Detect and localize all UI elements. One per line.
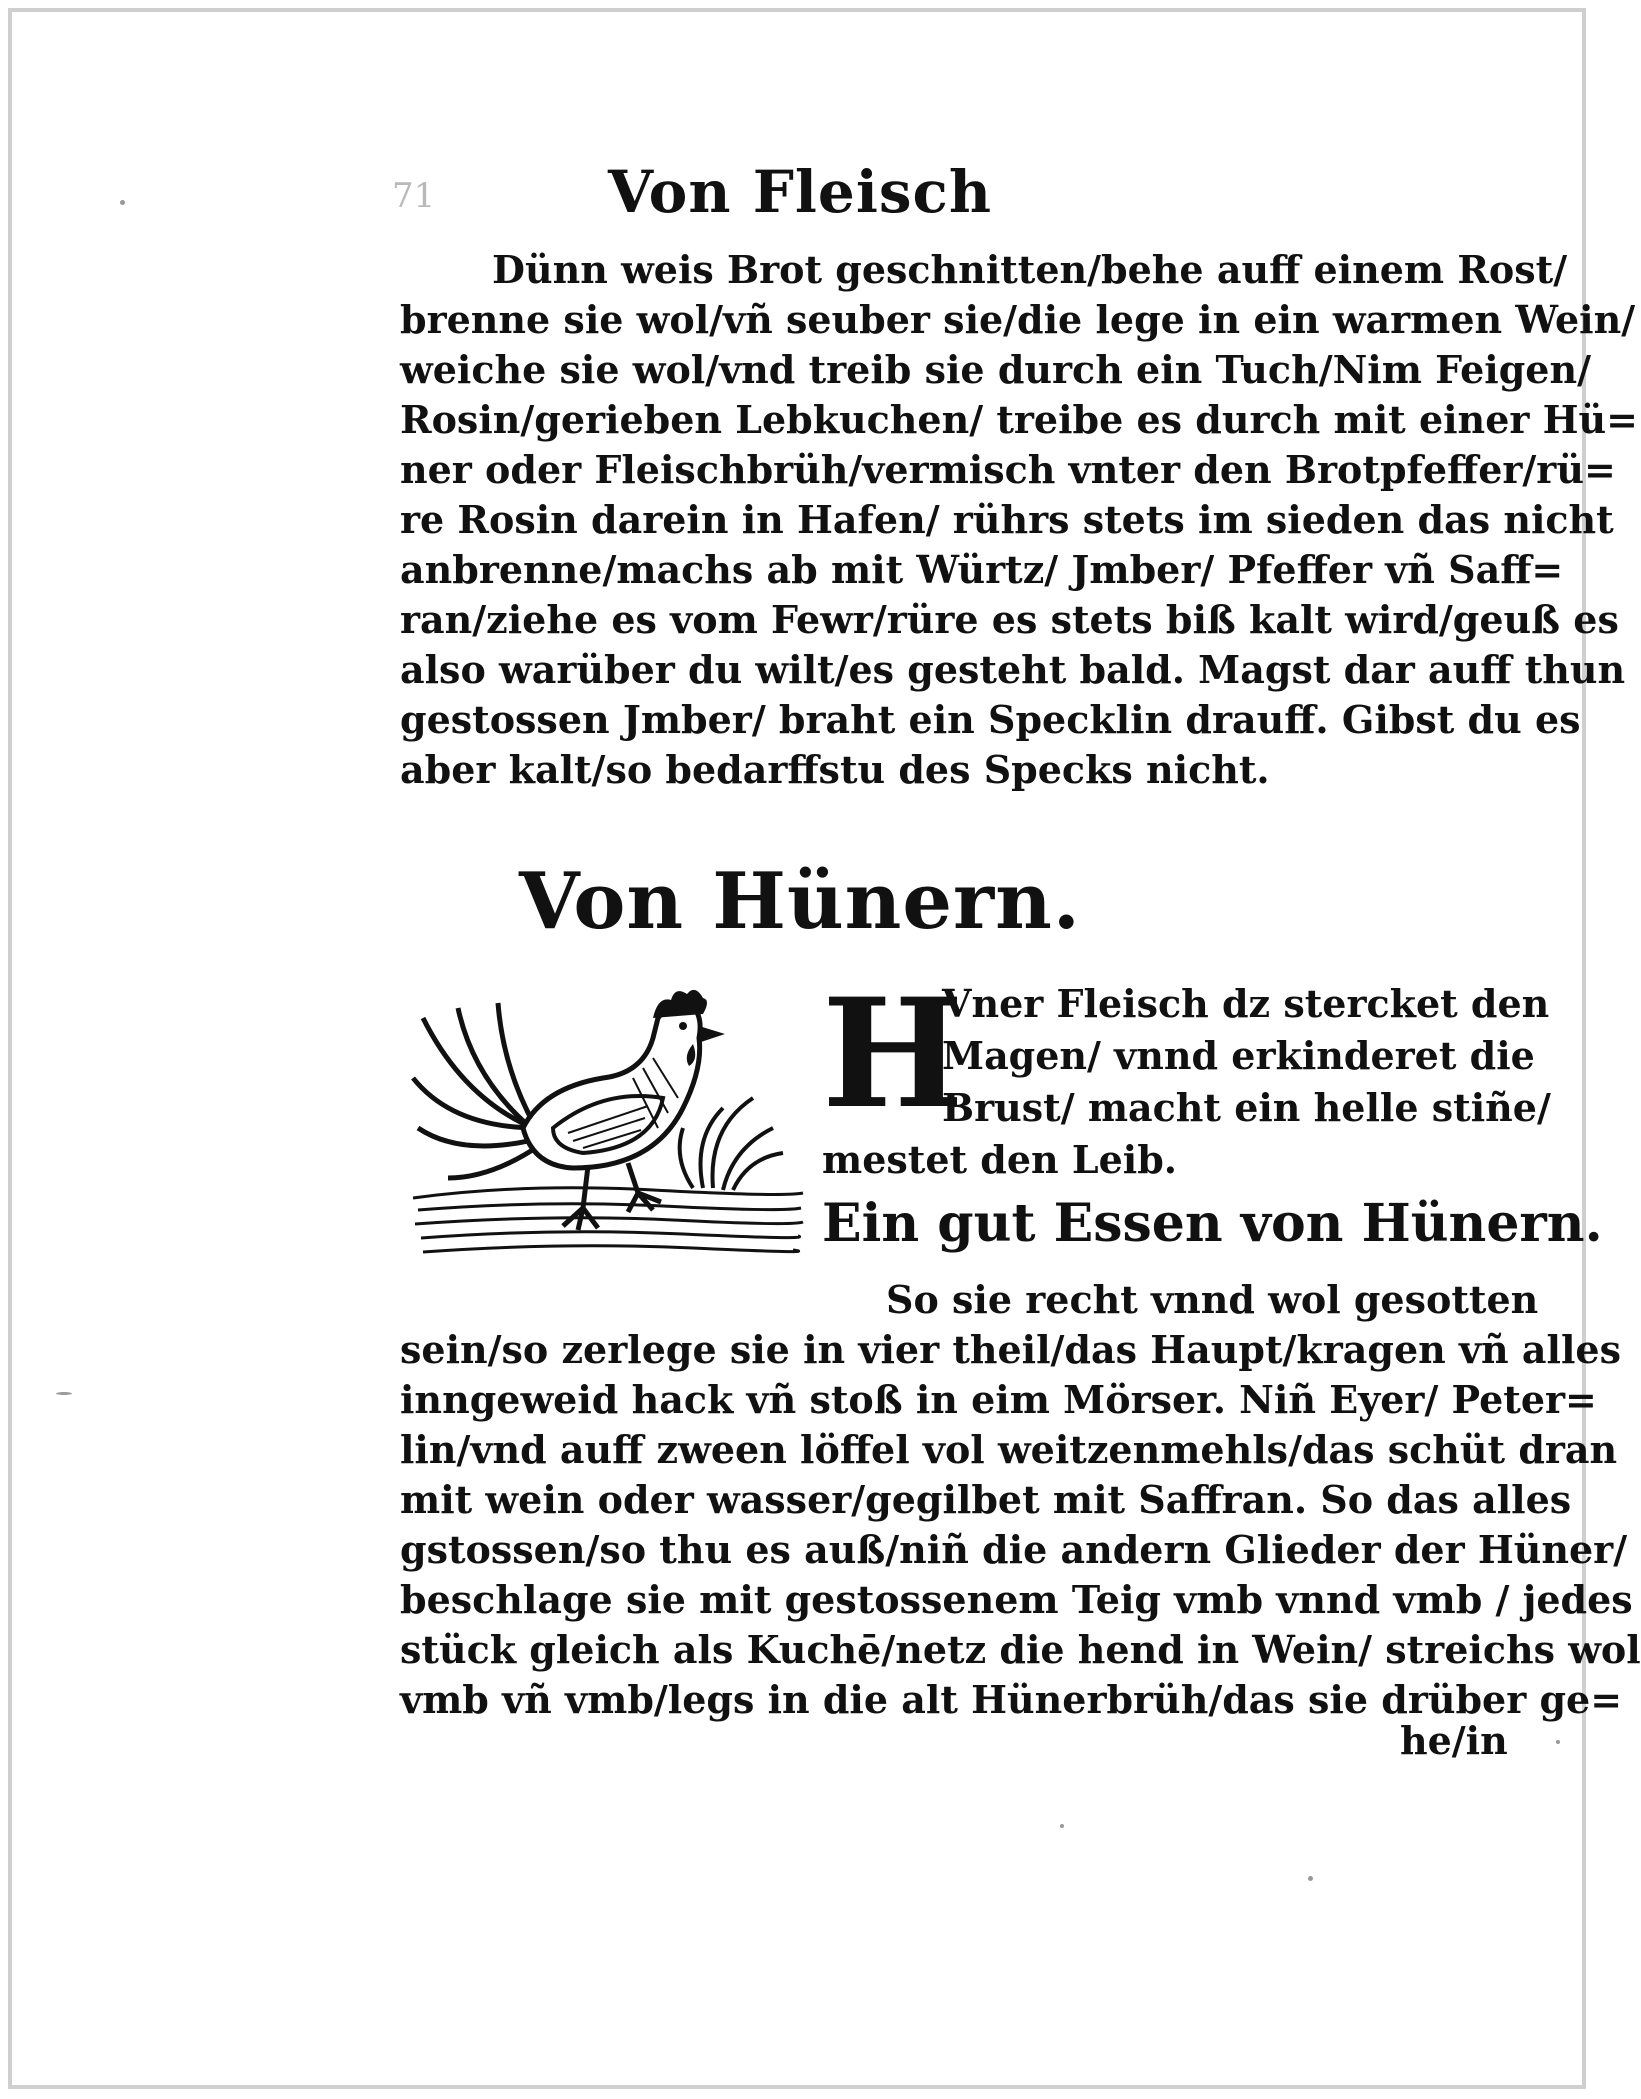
text-line: gestossen Jmber/ braht ein Specklin drauff. Gibst du es [400,697,1581,742]
page-number: 71 [392,176,436,216]
text-line: anbrenne/machs ab mit Würtz/ Jmber/ Pfeffer vñ Saff= [400,547,1564,592]
catchword: he/in [1400,1718,1508,1763]
text-line: gstossen/so thu es auß/niñ die andern Glieder der Hüner/ [400,1527,1628,1572]
paper-speck [56,1392,72,1395]
text-line: Magen/ vnnd erkinderet die [942,1033,1535,1078]
running-header: Von Fleisch [607,158,992,226]
text-line: brenne sie wol/vñ seuber sie/die lege in ein warmen Wein/ [400,297,1636,342]
text-line: ner oder Fleischbrüh/vermisch vnter den Brotpfeffer/rü= [400,447,1616,492]
paper-speck [1556,1740,1560,1744]
text-line: re Rosin darein in Hafen/ rührs stets im sieden das nicht [400,497,1614,542]
text-line: ran/ziehe es vom Fewr/rüre es stets biß kalt wird/geuß es [400,597,1619,642]
text-line: aber kalt/so bedarffstu des Specks nicht. [400,747,1270,792]
text-line: Brust/ macht ein helle stiñe/ [942,1085,1551,1130]
text-line: Rosin/gerieben Lebkuchen/ treibe es durch mit einer Hü= [400,397,1638,442]
drop-cap: H [822,966,964,1142]
rooster-woodcut-image [403,978,811,1272]
text-line: mit wein oder wasser/gegilbet mit Saffran. So das alles [400,1477,1572,1522]
text-line: weiche sie wol/vnd treib sie durch ein Tuch/Nim Feigen/ [400,347,1591,392]
paper-speck [120,200,125,205]
intro-paragraph [822,966,1551,1186]
text-line: Dünn weis Brot geschnitten/behe auff einem Rost/ [492,247,1568,292]
text-line: beschlage sie mit gestossenem Teig vmb vnnd vmb / jedes [400,1577,1633,1622]
text-line: mestet den Leib. [822,1137,1178,1182]
paragraph-brotpfeffer [400,245,1638,795]
text-line: also warüber du wilt/es gesteht bald. Magst dar auff thun [400,647,1626,692]
text-line: lin/vnd auff zween löffel vol weitzenmehls/das schüt dran [400,1427,1618,1472]
text-line: Vner Fleisch dz stercket den [942,981,1550,1026]
text-line: stück gleich als Kuchē/netz die hend in Wein/ streichs wol [400,1627,1641,1672]
text-line: inngeweid hack vñ stoß in eim Mörser. Niñ Eyer/ Peter= [400,1377,1597,1422]
paragraph-huener-recipe [400,1275,1641,1725]
text-line: sein/so zerlege sie in vier theil/das Haupt/kragen vñ alles [400,1327,1621,1372]
paper-speck [1060,1824,1064,1828]
paper-speck [1308,1876,1313,1881]
recipe-heading: Ein gut Essen von Hünern. [822,1193,1603,1254]
text-line: So sie recht vnnd wol gesotten [886,1277,1539,1322]
section-heading: Von Hünern. [519,856,1081,947]
text-line: vmb vñ vmb/legs in die alt Hünerbrüh/das sie drüber ge= [400,1677,1623,1722]
